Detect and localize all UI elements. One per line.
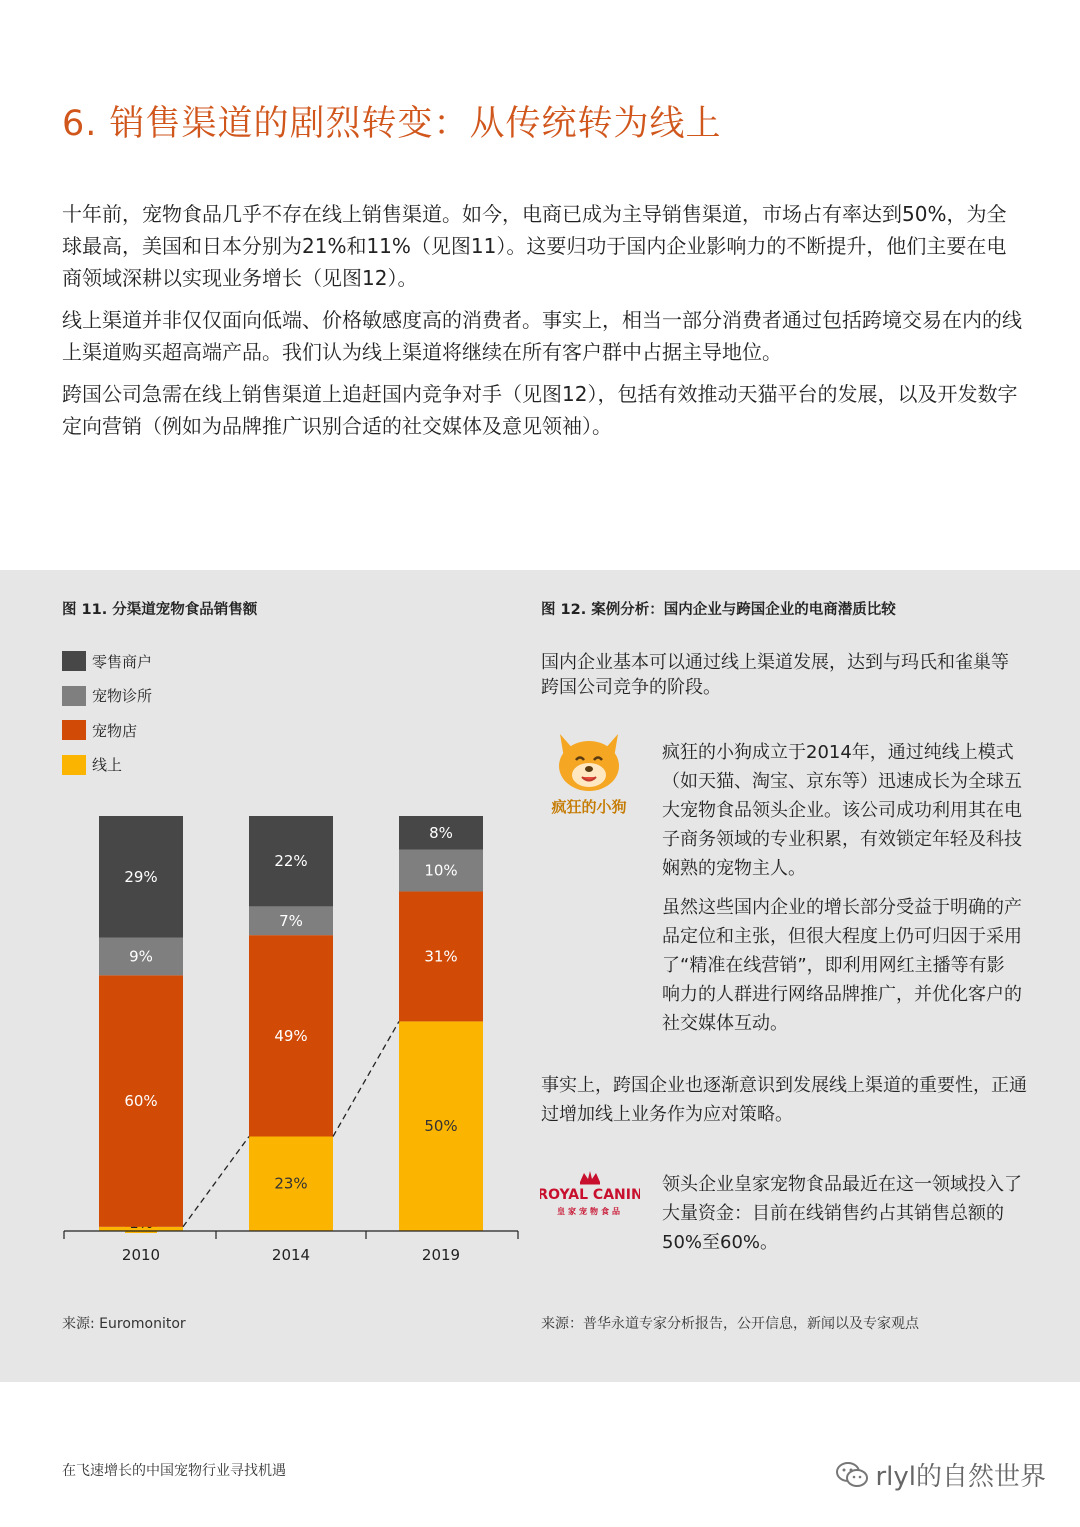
intro-paragraph-3: 跨国公司急需在线上销售渠道上追赶国内竞争对手（见图12），包括有效推动天猫平台的发展，以及开发数字定向营销（例如为品牌推广识别合适的社交媒体及意见领袖）。 (62, 382, 1018, 438)
x-tick-label-2019: 2019 (421, 1246, 461, 1264)
bar-label-2014-1: 49% (274, 1026, 308, 1045)
legend-label-petstore: 宠物店 (92, 721, 138, 740)
bar-label-2010-2: 9% (129, 947, 153, 966)
bar-label-2014-3: 22% (274, 852, 308, 871)
bar-label-2014-0: 23% (274, 1174, 308, 1193)
fig12-middle-text: 事实上，跨国企业也逐渐意识到发展线上渠道的重要性，正通过增加线上业务作为应对策略。 (541, 1075, 1027, 1125)
case2-paragraph: 领头企业皇家宠物食品最近在这一领域投入了大量资金：目前在线销售约占其销售总额的50%至60%。 (662, 1174, 1022, 1253)
legend-item-online (62, 748, 152, 783)
chart-legend (62, 644, 152, 782)
bar-label-2019-3: 8% (429, 823, 453, 842)
connector-line-0 (183, 1136, 249, 1226)
intro-text (62, 198, 1022, 452)
legend-label-retail: 零售商户 (92, 652, 153, 671)
crown-icon (540, 1168, 640, 1222)
legend-swatch-retail (62, 651, 86, 671)
bar-label-2010-1: 60% (124, 1092, 158, 1111)
intro-paragraph-1: 十年前，宠物食品几乎不存在线上销售渠道。如今，电商已成为主导销售渠道，市场占有率达到50%，为全球最高，美国和日本分别为21%和11%（见图11）。这要归功于国内企业影响力的不断提升，他们主要在电商领域深耕以实现业务增长（见图12）。 (62, 202, 1007, 290)
wechat-icon (835, 1460, 869, 1490)
chart-canvas (56, 805, 526, 1275)
bar-label-2019-2: 10% (424, 861, 458, 880)
legend-swatch-clinic (62, 686, 86, 706)
bar-label-2010-3: 29% (124, 867, 158, 886)
fig12-title: 图 12. 案例分析：国内企业与跨国企业的电商潜质比较 (541, 602, 896, 618)
footer-title: 在飞速增长的中国宠物行业寻找机遇 (62, 1463, 286, 1479)
dog-icon (540, 728, 640, 820)
connector-line-1 (333, 1021, 399, 1136)
royal-canin-logo-text: ROYAL CANIN (540, 1187, 640, 1203)
legend-item-retail (62, 644, 152, 679)
intro-paragraph-2: 线上渠道并非仅仅面向低端、价格敏感度高的消费者。事实上，相当一部分消费者通过包括跨境交易在内的线上渠道购买超高端产品。我们认为线上渠道将继续在所有客户群中占据主导地位。 (62, 308, 1022, 364)
fig11-title: 图 11. 分渠道宠物食品销售额 (62, 602, 258, 618)
stacked-bar-chart (56, 805, 526, 1279)
legend-swatch-petstore (62, 720, 86, 740)
bar-label-2019-1: 31% (424, 947, 458, 966)
royal-canin-logo (540, 1168, 640, 1226)
crazy-puppy-logo (540, 728, 640, 824)
bar-label-2014-2: 7% (279, 911, 303, 930)
fig12-source: 来源：普华永道专家分析报告，公开信息，新闻以及专家观点 (541, 1316, 919, 1332)
case1-paragraph-1: 疯狂的小狗成立于2014年，通过纯线上模式（如天猫、淘宝、京东等）迅速成长为全球五大宠物食品领头企业。该公司成功利用其在电子商务领域的专业积累，有效锁定年轻及科技娴熟的宠物主人。 (662, 742, 1022, 879)
royal-canin-logo-subtext: 皇家宠物食品 (557, 1207, 623, 1216)
legend-item-clinic (62, 679, 152, 714)
bar-label-2019-0: 50% (424, 1117, 458, 1136)
legend-swatch-online (62, 755, 86, 775)
x-tick-label-2014: 2014 (271, 1246, 311, 1264)
watermark (835, 1456, 1046, 1493)
case1-paragraph-2: 虽然这些国内企业的增长部分受益于明确的产品定位和主张，但很大程度上仍可归因于采用了“精准在线营销”，即利用网红主播等有影响力的人群进行网络品牌推广，并优化客户的社交媒体互动。 (662, 897, 1022, 1034)
fig11-source: 来源: Euromonitor (62, 1316, 186, 1332)
x-tick-label-2010: 2010 (121, 1246, 161, 1264)
legend-label-clinic: 宠物诊所 (92, 687, 153, 706)
legend-label-online: 线上 (92, 756, 123, 775)
fig12-lead: 国内企业基本可以通过线上渠道发展，达到与玛氏和雀巢等跨国公司竞争的阶段。 (541, 652, 1009, 698)
legend-item-petstore (62, 713, 152, 748)
watermark-text: rlyl的自然世界 (875, 1462, 1046, 1492)
crazy-puppy-logo-text: 疯狂的小狗 (551, 798, 627, 816)
page-title: 6. 销售渠道的剧烈转变：从传统转为线上 (62, 104, 722, 144)
